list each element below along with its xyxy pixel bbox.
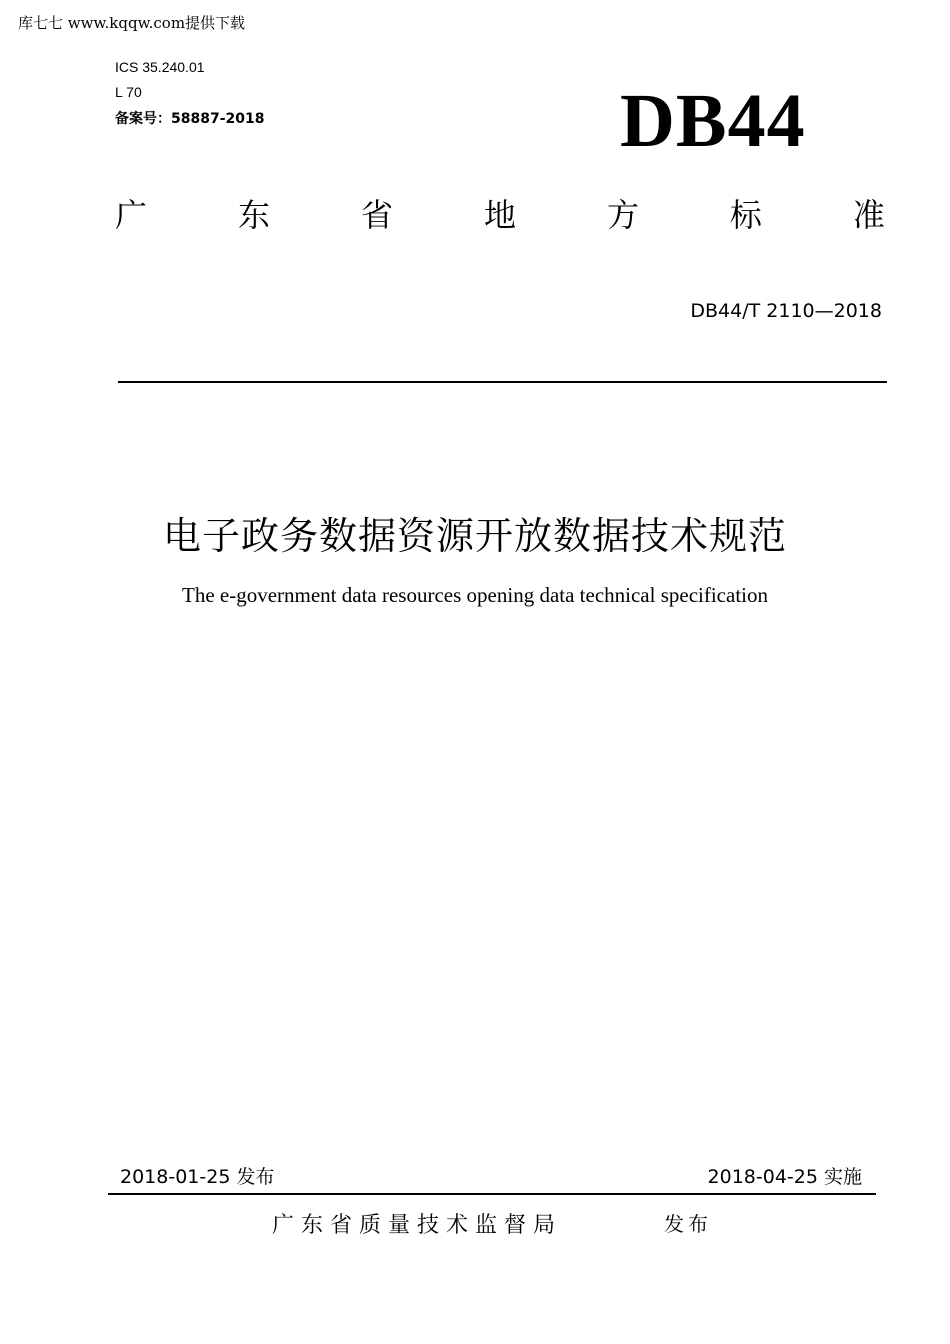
standard-level-char: 准 — [852, 196, 885, 234]
issuing-authority: 广东省质量技术监督局 — [272, 1213, 563, 1238]
standard-level-char: 省 — [360, 196, 393, 234]
watermark-text: 库七七 www.kqqw.com提供下载 — [18, 14, 246, 32]
db44-logo: DB44 — [620, 79, 806, 163]
issue-date: 2018-01-25 发布 — [120, 1166, 275, 1188]
ics-code: ICS 35.240.01 — [115, 59, 205, 75]
standard-level-char: 广 — [115, 196, 148, 234]
document-title-cn: 电子政务数据资源开放数据技术规范 — [162, 514, 787, 558]
document-title-en: The e-government data resources opening data technical specification — [182, 583, 768, 607]
header-divider — [118, 381, 887, 383]
issue-label: 发布 — [664, 1212, 712, 1236]
implement-date: 2018-04-25 实施 — [707, 1166, 862, 1188]
standard-level-char: 标 — [729, 196, 762, 234]
filing-number: 备案号：58887-2018 — [115, 111, 265, 127]
standard-number: DB44/T 2110—2018 — [690, 300, 882, 322]
standard-level-char: 地 — [483, 196, 516, 234]
standard-level-char: 方 — [606, 196, 639, 234]
footer-divider — [108, 1193, 876, 1195]
standard-level — [115, 190, 885, 236]
standard-level-char: 东 — [237, 196, 270, 234]
ccs-code: L 70 — [115, 84, 142, 100]
